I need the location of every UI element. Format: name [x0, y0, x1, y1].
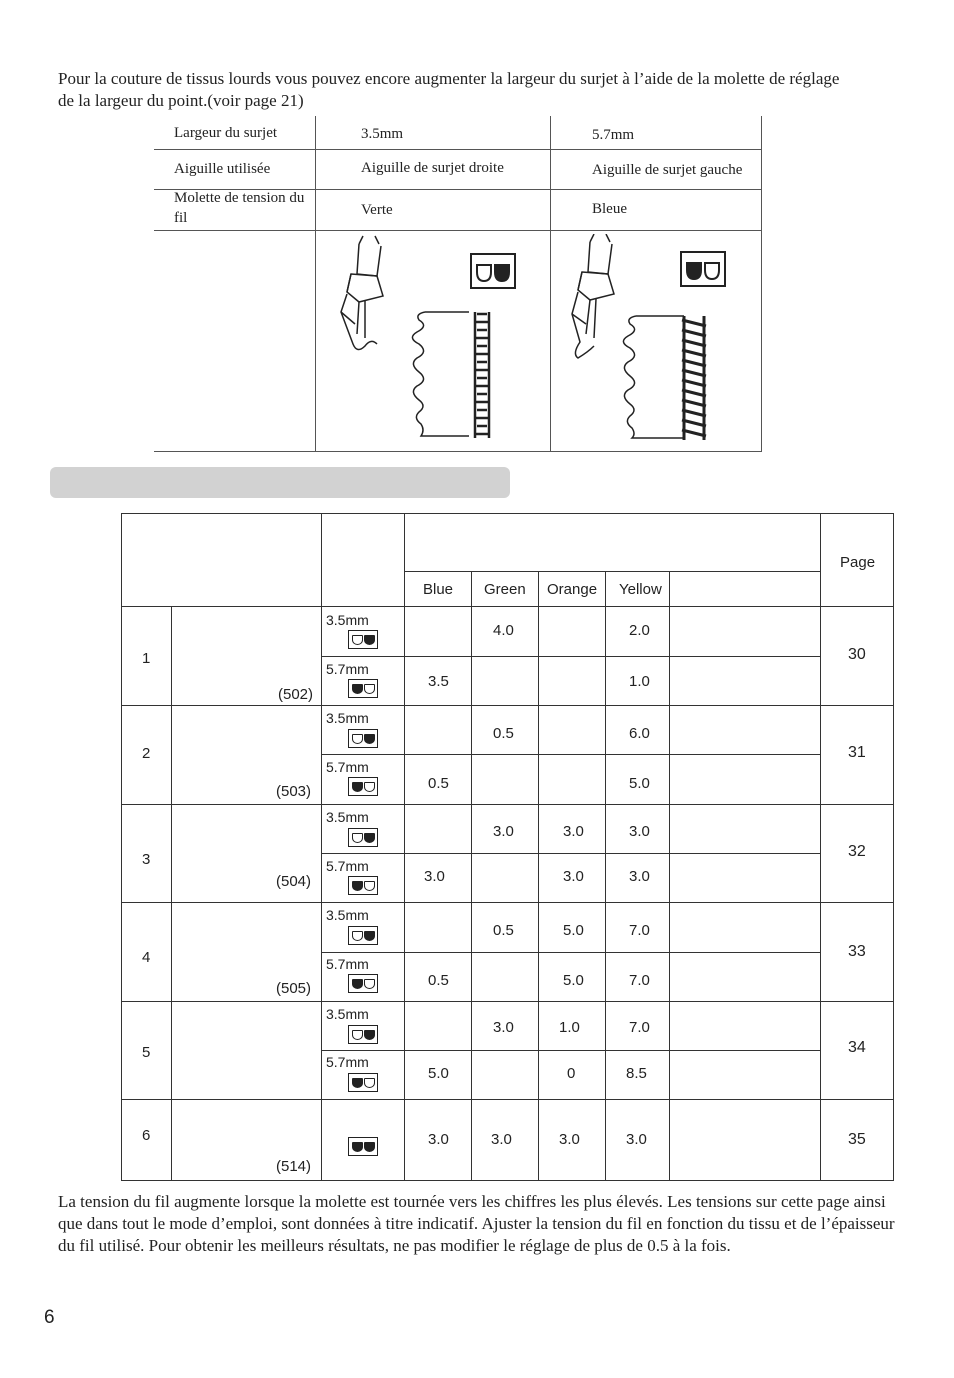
page-ref: 30	[848, 646, 866, 663]
wide-needle-icon	[348, 1073, 378, 1092]
stitch-code: (502)	[278, 686, 314, 703]
narrow-needle-icon	[348, 1025, 378, 1044]
yellow-value: 8.5	[626, 1065, 647, 1082]
overlock-width-table	[154, 116, 762, 452]
section-header-bar	[50, 467, 510, 498]
yellow-value: 7.0	[629, 972, 650, 989]
green-value: 0.5	[493, 922, 514, 939]
footer-paragraph: La tension du fil augmente lorsque la molette est tournée vers les chiffres les plus élevés. Les tensions sur cette page ainsi que dans tout le mode d’emploi, sont données à titre indicatif. Ajuster la tension du fil en fonction du tissu et de l’épaisseur du fil utilisé. Pour obtenir les meilleurs résultats, ne pas modifier le réglage de plus de 0.5 à la fois.	[58, 1192, 895, 1255]
yellow-value: 3.0	[629, 823, 650, 840]
stitch-code: (505)	[276, 980, 312, 997]
yellow-value: 5.0	[629, 775, 650, 792]
page-ref: 35	[848, 1131, 866, 1148]
width-label: 3.5mm	[326, 1006, 369, 1022]
needle-narrow: Aiguille de surjet droite	[361, 160, 504, 176]
row-number: 4	[142, 949, 151, 966]
orange-value: 5.0	[563, 972, 584, 989]
width-label: 3.5mm	[326, 612, 369, 628]
row-number: 3	[142, 851, 151, 868]
page-ref: 32	[848, 843, 866, 860]
stitch-code: (503)	[276, 783, 312, 800]
stitch-code: (504)	[276, 873, 312, 890]
page-number: 6	[44, 1307, 55, 1328]
stitch-code: (514)	[276, 1158, 312, 1175]
row-number: 5	[142, 1044, 151, 1061]
tension-settings-table	[121, 513, 894, 1181]
blue-value: 3.0	[424, 868, 445, 885]
orange-value: 3.0	[563, 823, 584, 840]
width-narrow: 3.5mm	[361, 126, 404, 142]
width-label: 5.7mm	[326, 858, 369, 874]
header-blue: Blue	[423, 581, 454, 598]
green-value: 3.0	[493, 823, 514, 840]
header-yellow: Yellow	[619, 581, 662, 598]
green-value: 4.0	[493, 622, 514, 639]
width-label: 3.5mm	[326, 809, 369, 825]
tension-wide: Bleue	[592, 201, 627, 217]
yellow-value: 1.0	[629, 673, 650, 690]
page-ref: 31	[848, 744, 866, 761]
orange-value: 1.0	[559, 1019, 580, 1036]
orange-value: 5.0	[563, 922, 584, 939]
row-label-width: Largeur du surjet	[174, 125, 278, 141]
width-label: 5.7mm	[326, 1054, 369, 1070]
width-label: 5.7mm	[326, 661, 369, 677]
narrow-needle-icon	[348, 926, 378, 945]
yellow-value: 7.0	[629, 922, 650, 939]
wide-needle-icon	[348, 876, 378, 895]
width-wide: 5.7mm	[592, 127, 635, 143]
blue-value: 3.5	[428, 673, 449, 690]
double-needle-icon	[348, 1137, 378, 1156]
yellow-value: 7.0	[629, 1019, 650, 1036]
orange-value: 3.0	[559, 1131, 580, 1148]
intro-paragraph: Pour la couture de tissus lourds vous pouvez encore augmenter la largeur du surjet à l’aide de la molette de réglage de la largeur du point.(voir page 21)	[58, 69, 840, 110]
blue-value: 5.0	[428, 1065, 449, 1082]
row-number: 2	[142, 745, 151, 762]
header-orange: Orange	[547, 581, 598, 598]
yellow-value: 3.0	[626, 1131, 647, 1148]
yellow-value: 2.0	[629, 622, 650, 639]
green-value: 3.0	[493, 1019, 514, 1036]
narrow-needle-icon	[348, 729, 378, 748]
wide-needle-icon	[348, 777, 378, 796]
row-label-needle: Aiguille utilisée	[174, 161, 271, 177]
wide-overlock-illustration	[564, 234, 759, 449]
green-value: 3.0	[491, 1131, 512, 1148]
row-number: 6	[142, 1127, 151, 1144]
header-green: Green	[484, 581, 526, 598]
header-page: Page	[840, 554, 876, 571]
yellow-value: 6.0	[629, 725, 650, 742]
tension-narrow: Verte	[361, 202, 393, 218]
orange-value: 3.0	[563, 868, 584, 885]
width-label: 3.5mm	[326, 710, 369, 726]
width-label: 3.5mm	[326, 907, 369, 923]
green-value: 0.5	[493, 725, 514, 742]
yellow-value: 3.0	[629, 868, 650, 885]
narrow-overlock-illustration	[329, 234, 554, 449]
row-number: 1	[142, 650, 151, 667]
blue-value: 0.5	[428, 775, 449, 792]
wide-needle-icon	[348, 679, 378, 698]
width-label: 5.7mm	[326, 759, 369, 775]
row-label-tension-dial: Molette de tension du fil	[174, 190, 305, 226]
needle-wide: Aiguille de surjet gauche	[592, 162, 743, 178]
orange-value: 0	[567, 1065, 576, 1082]
blue-value: 0.5	[428, 972, 449, 989]
narrow-needle-icon	[348, 828, 378, 847]
page-ref: 34	[848, 1039, 866, 1056]
width-label: 5.7mm	[326, 956, 369, 972]
narrow-needle-icon	[348, 630, 378, 649]
page-ref: 33	[848, 943, 866, 960]
wide-needle-icon	[348, 974, 378, 993]
blue-value: 3.0	[428, 1131, 449, 1148]
